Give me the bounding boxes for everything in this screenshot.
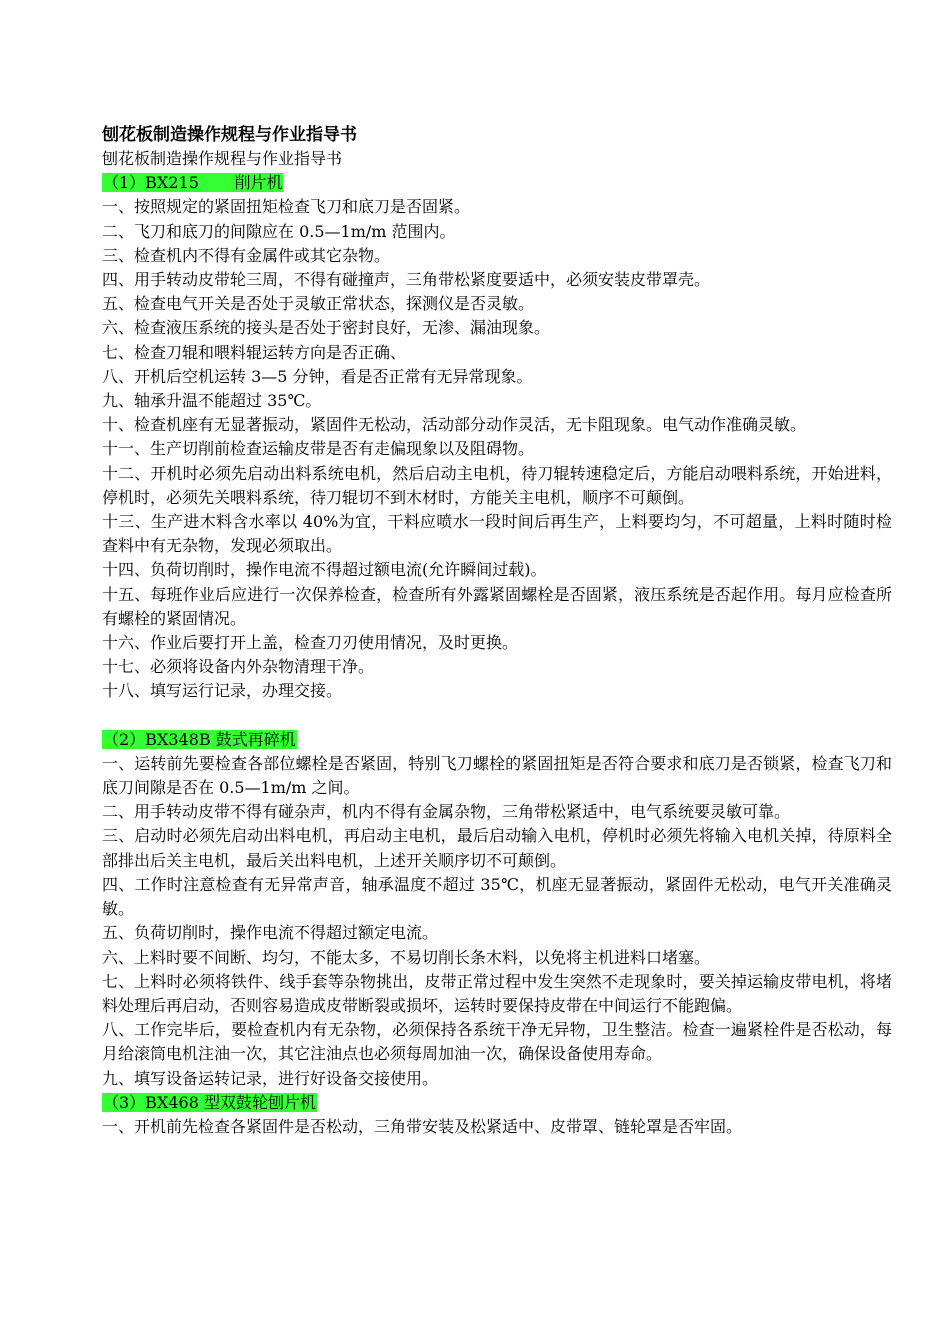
list-item: 八、开机后空机运转 3—5 分钟，看是否正常有无异常现象。 <box>102 366 533 386</box>
section-spacer <box>102 704 892 728</box>
list-item: 二、飞刀和底刀的间隙应在 0.5—1m/m 范围内。 <box>102 221 456 241</box>
list-item: 十四、负荷切削时，操作电流不得超过额电流(允许瞬间过载)。 <box>102 560 547 580</box>
section-heading <box>102 1091 892 1115</box>
section-heading-highlight: （1）BX215 削片机 <box>103 173 283 193</box>
list-item: 一、运转前先要检查各部位螺栓是否紧固，特别飞刀螺栓的紧固扭矩是否符合要求和底刀是否锁紧，检查飞刀和底刀间隙是否在 0.5—1m/m 之间。 <box>102 753 892 798</box>
list-item: 七、检查刀辊和喂料辊运转方向是否正确、 <box>102 342 407 362</box>
list-item: 五、负荷切削时，操作电流不得超过额定电流。 <box>102 923 439 943</box>
list-item: 九、轴承升温不能超过 35℃。 <box>102 391 322 411</box>
list-item: 十二、开机时必须先启动出料系统电机，然后启动主电机，待刀辊转速稳定后，方能启动喂料系统，开始进料，停机时，必须先关喂料系统，待刀辊切不到木材时，方能关主电机，顺序不可颠倒。 <box>102 463 892 507</box>
document-title: 刨花板制造操作规程与作业指导书 <box>102 125 357 145</box>
list-item: 九、填写设备运转记录，进行好设备交接使用。 <box>102 1068 439 1088</box>
list-item: 十一、生产切削前检查运输皮带是否有走偏现象以及阻碍物。 <box>102 439 535 459</box>
section-bx215 <box>102 171 892 703</box>
list-item: 十五、每班作业后应进行一次保养检查，检查所有外露紧固螺栓是否固紧，液压系统是否起作用。每月应检查所有螺栓的紧固情况。 <box>102 584 892 628</box>
list-item: 十六、作业后要打开上盖，检查刀刃使用情况，及时更换。 <box>102 633 519 653</box>
list-item: 十八、填写运行记录，办理交接。 <box>102 681 343 701</box>
list-item: 六、上料时要不间断、均匀，不能太多，不易切削长条木料，以免将主机进料口堵塞。 <box>102 947 711 967</box>
list-item: 八、工作完毕后，要检查机内有无杂物，必须保持各系统干净无异物，卫生整洁。检查一遍紧栓件是否松动，每月给滚筒电机注油一次，其它注油点也必须每周加油一次，确保设备使用寿命。 <box>102 1020 892 1064</box>
list-item: 三、启动时必须先启动出料电机，再启动主电机，最后启动输入电机，停机时必须先将输入电机关掉，待原料全部排出后关主电机，最后关出料电机，上述开关顺序切不可颠倒。 <box>102 826 892 870</box>
list-item: 四、用手转动皮带轮三周，不得有碰撞声，三角带松紧度要适中，必须安装皮带罩壳。 <box>102 270 711 290</box>
list-item: 二、用手转动皮带不得有碰杂声，机内不得有金属杂物，三角带松紧适中，电气系统要灵敏可靠。 <box>102 802 791 822</box>
section-heading-highlight: （3）BX468 型双鼓轮刨片机 <box>103 1092 316 1112</box>
list-item: 四、工作时注意检查有无异常声音，轴承温度不超过 35℃，机座无显著振动，紧固件无松动，电气开关准确灵敏。 <box>102 874 892 919</box>
section-bx348b <box>102 728 892 1091</box>
list-item: 十三、生产进木料含水率以 40%为宜，干料应喷水一段时间后再生产，上料要均匀，不可超量，上料时随时检查料中有无杂物，发现必须取出。 <box>102 512 892 556</box>
list-item: 一、按照规定的紧固扭矩检查飞刀和底刀是否固紧。 <box>102 197 471 217</box>
document-page <box>102 124 892 1139</box>
section-heading <box>102 728 892 752</box>
section-bx468 <box>102 1091 892 1139</box>
section-heading <box>102 171 892 195</box>
list-item: 七、上料时必须将铁件、线手套等杂物挑出，皮带正常过程中发生突然不走现象时，要关掉运输皮带电机，将堵料处理后再启动，否则容易造成皮带断裂或损坏，运转时要保持皮带在中间运行不能跑偏。 <box>102 971 892 1015</box>
list-item: 一、开机前先检查各紧固件是否松动，三角带安装及松紧适中、皮带罩、链轮罩是否牢固。 <box>102 1116 743 1136</box>
document-subtitle: 刨花板制造操作规程与作业指导书 <box>102 149 343 168</box>
list-item: 六、检查液压系统的接头是否处于密封良好，无渗、漏油现象。 <box>102 318 551 338</box>
section-heading-highlight: （2）BX348B 鼓式再碎机 <box>103 729 296 749</box>
list-item: 十七、必须将设备内外杂物清理干净。 <box>102 657 375 677</box>
list-item: 三、检查机内不得有金属件或其它杂物。 <box>102 245 391 265</box>
list-item: 十、检查机座有无显著振动，紧固件无松动，活动部分动作灵活，无卡阻现象。电气动作准确灵敏。 <box>102 415 807 435</box>
list-item: 五、检查电气开关是否处于灵敏正常状态，探测仪是否灵敏。 <box>102 294 535 314</box>
